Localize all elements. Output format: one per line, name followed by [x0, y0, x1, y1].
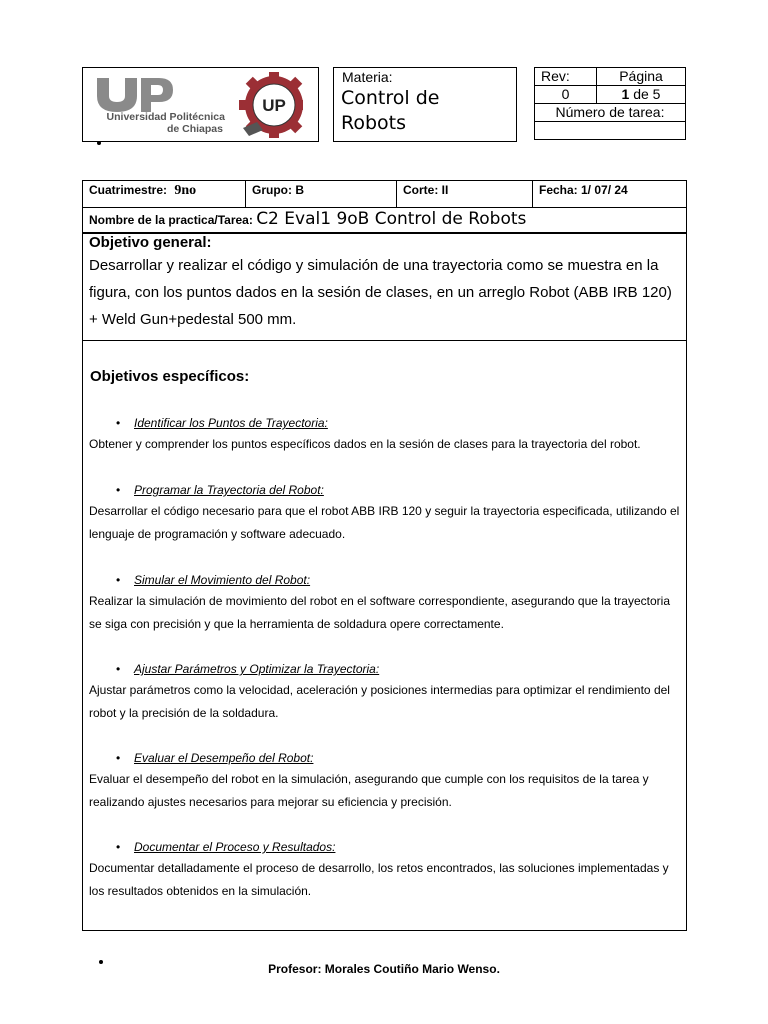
objetivo-item-title: • Programar la Trayectoria del Robot: [89, 480, 681, 500]
materia-value: Control de Robots [341, 87, 440, 134]
materia-label: Materia: [342, 69, 393, 85]
objetivo-item-text: Ajustar parámetros como la velocidad, aceleración y posiciones intermedias para optimizar el rendimiento del robot y la precisión de la soldadura. [89, 683, 670, 720]
pagina-label: Página [597, 68, 686, 86]
nombre-practica-value: C2 Eval1 9oB Control de Robots [256, 209, 527, 229]
nombre-practica-cell: Nombre de la practica/Tarea: C2 Eval1 9oB Control de Robots [83, 208, 687, 234]
objetivo-item-title: • Identificar los Puntos de Trayectoria: [89, 413, 681, 433]
grupo-cell: Grupo: B [246, 181, 397, 208]
materia-box [333, 67, 517, 142]
svg-text:UP: UP [262, 96, 286, 115]
objetivo-item [89, 413, 681, 456]
objetivo-item [89, 659, 681, 725]
objetivo-item-title: • Evaluar el Desempeño del Robot: [89, 748, 681, 768]
profesor-footer: Profesor: Morales Coutiño Mario Wenso. [268, 962, 500, 976]
objetivo-item-text: Documentar detalladamente el proceso de desarrollo, los retos encontrados, las soluciones implementadas y los resultados obtenidos en la simulación. [89, 861, 669, 898]
objetivo-item [89, 570, 681, 636]
cuatrimestre-value: 9no [174, 183, 197, 198]
objetivo-item [89, 480, 681, 546]
objetivo-item-text: Obtener y comprender los puntos específicos dados en la sesión de clases para la trayectoria del robot. [89, 437, 641, 451]
bullet-dot [97, 141, 101, 145]
cuatrimestre-cell: Cuatrimestre: 9no [83, 181, 246, 208]
university-logo-box [82, 67, 319, 142]
objetivo-general-text: Desarrollar y realizar el código y simulación de una trayectoria como se muestra en la figura, con los puntos dados en la sesión de clases, en un arreglo Robot (ABB IRB 120) + Weld Gun+pedestal 500 mm. [89, 257, 672, 328]
objetivo-item-text: Evaluar el desempeño del robot en la simulación, asegurando que cumple con los requisitos de la tarea y realizando ajustes necesarios para mejorar su eficiencia y precisión. [89, 772, 649, 809]
numero-tarea-label: Número de tarea: [535, 104, 686, 122]
info-table [82, 180, 687, 234]
objetivo-general-title: Objetivo general: [89, 234, 212, 251]
objetivo-item [89, 748, 681, 814]
objetivo-item-title: • Simular el Movimiento del Robot: [89, 570, 681, 590]
corte-cell: Corte: II [397, 181, 533, 208]
objetivo-general-section [82, 232, 687, 341]
objetivos-especificos-title: Objetivos específicos: [90, 368, 250, 385]
objetivos-especificos-section [82, 340, 687, 931]
objetivo-item-title: • Documentar el Proceso y Resultados: [89, 837, 681, 857]
objetivo-item-title: • Ajustar Parámetros y Optimizar la Trayectoria: [89, 659, 681, 679]
rev-value: 0 [535, 86, 597, 104]
fecha-cell: Fecha: 1/ 07/ 24 [533, 181, 687, 208]
objetivo-item-text: Desarrollar el código necesario para que el robot ABB IRB 120 y seguir la trayectoria especificada, utilizando el lenguaje de programación y software adecuado. [89, 504, 680, 541]
rev-page-table [534, 67, 686, 140]
objetivo-item [89, 837, 681, 903]
objetivo-item-text: Realizar la simulación de movimiento del robot en el software correspondiente, asegurando que la trayectoria se siga con precisión y que la herramienta de soldadura opere correctamente. [89, 594, 670, 631]
university-name: Universidad Politécnica de Chiapas [106, 111, 225, 135]
pagina-value: 1 de 5 [597, 86, 686, 104]
numero-tarea-value [535, 122, 686, 140]
rev-label: Rev: [535, 68, 597, 86]
